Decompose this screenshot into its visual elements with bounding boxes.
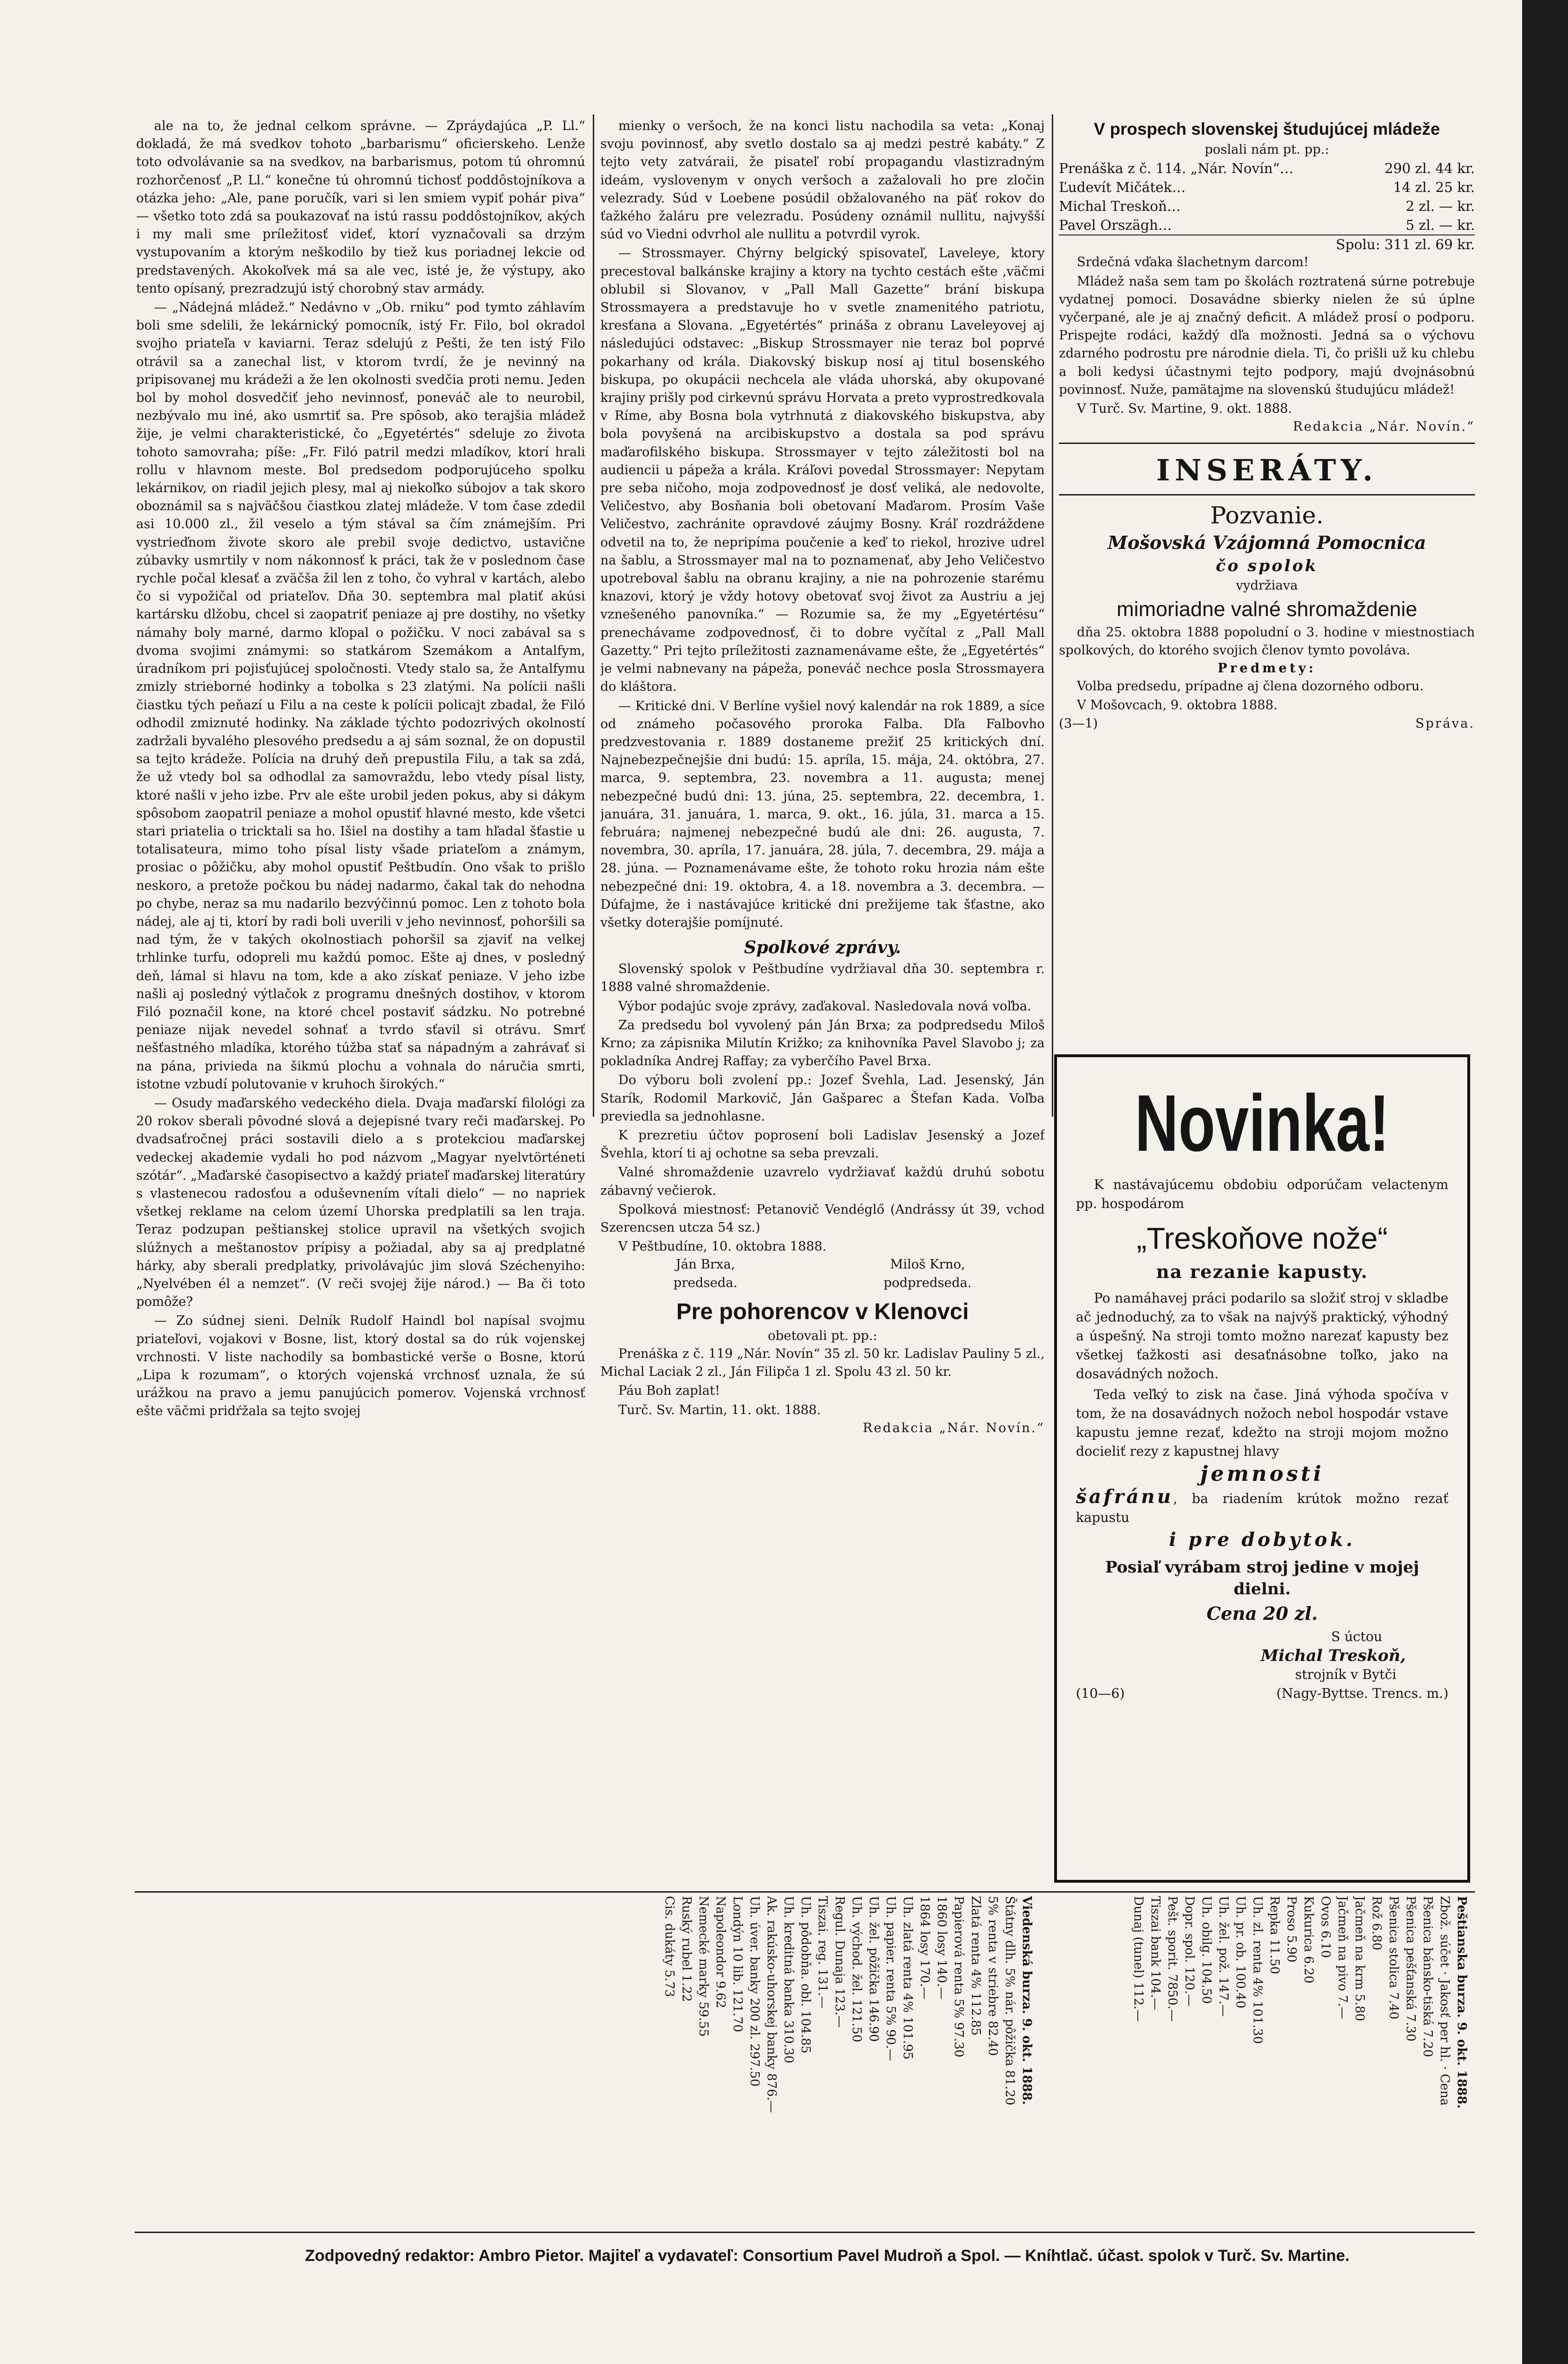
- pest-row: Tiszai bank 104.—: [1148, 1896, 1162, 2010]
- meeting-ref: (3—1): [1059, 716, 1098, 731]
- donor-amount: 290 zl. 44 kr.: [1384, 160, 1475, 177]
- column-rule: [1052, 114, 1053, 1117]
- novinka-safranu-line: [1076, 1487, 1448, 1527]
- vienna-row: Ruský rubel 1.22: [679, 1896, 693, 2002]
- novinka-ad: [1054, 1054, 1470, 1883]
- meeting-footer: [1059, 715, 1475, 733]
- donor-row: [1059, 159, 1475, 178]
- sig-right-name: Miloš Krno,: [890, 1257, 965, 1272]
- pest-head-c: Cena: [1438, 2074, 1452, 2106]
- donation-heading: V prospech slovenskej študujúcej mládeže: [1093, 119, 1440, 139]
- klenovci-sign: Redakcia „Nár. Novín.“: [863, 1420, 1045, 1435]
- divider: [1059, 443, 1475, 444]
- org-name: Mošovská Vzájomná Pomocnica: [1108, 532, 1426, 554]
- donation-appeal: Mládež naša sem tam po školách roztratená súrne potrebuje vydatnej pomoci. Dosavádne sbierky nielen že sú úplne vyčerpané, ale je aj značný deficit. A mládež prosí o podporu. Prispejte rodáci, každý dľa možnosti. Jedná sa o výchovu zdarného podrostu pre národnie diela. Ti, čo prišli už ku chlebu a boli kedysi účastnymi tejto podpory, majú dvojnásobnú povinnosť. Nuže, pamätajme na slovenskú študujúcu mládež!: [1059, 274, 1475, 397]
- vienna-row: 1860 losy 140.—: [935, 1896, 949, 1999]
- vienna-row: Štátny dlh. 5% nár. pôžička 81.20: [1003, 1896, 1017, 2105]
- klenovci-text: Prenáška z č. 119 „Nár. Novín“ 35 zl. 50 kr. Ladislav Pauliny 5 zl., Michal Laciak 2 zl., Ján Filipča 1 zl. Spolu 43 zl. 50 kr.: [600, 1347, 1045, 1380]
- club-paragraph: Výbor podajúc svoje zprávy, zaďakoval. Nasledovala nová voľba.: [618, 999, 1031, 1014]
- vienna-row: Cis. dukáty 5.73: [662, 1896, 676, 1998]
- market-pest: [1052, 1896, 1475, 2227]
- club-paragraph: K prezretiu účtov poprosení boli Ladislav Jesenský a Jozef Švehla, ktorí ti aj ochotne sa sebа prevzali.: [600, 1128, 1045, 1161]
- klenovci-heading: Pre pohorencov v Klenovci: [676, 1299, 969, 1324]
- sig-left-name: Ján Brxa,: [676, 1257, 736, 1272]
- vydrziava: vydržiava: [1236, 578, 1298, 593]
- column-rule: [593, 114, 594, 1117]
- club-paragraph: Valné shromaždenie uzavrelo vydržiavať každú druhú sobotu zábavný večierok.: [600, 1165, 1045, 1198]
- pest-row: Uh. obilg. 104.50: [1199, 1896, 1213, 2004]
- donation-place: V Turč. Sv. Martine, 9. okt. 1888.: [1077, 401, 1292, 417]
- pest-row: Pšenica stolica 7.40: [1386, 1896, 1401, 2020]
- article-osudy-diela: — Osudy maďarského vedeckého diela. Dvaja maďarskí filológi za 20 rokov sberali pôvodné slová a dejepisné tvary reči maďarskej. Po dvadsaťročnej práci sostavili dielo a s protekciou maďarskej vedeckej akademie vydali ho pod názvom „Magyar nyelvtörténeti szótár“. „Maďarské časopisectvo a každý priateľ maďarskej literatúry s vlastenecou radosťou a oduševnením vítali dielo“ — no napriek všetkej reklame na celom území Uhorska predplatili sa len traja. Teraz podzupan peštianskej stolice upravil na všetkých svojich slúžnych a meštanostov prípisy a požiadal, aby sa aj predplatné hárky, aby sberali predplatky, privolávajúc jim slová Széchenyiho: „Nyelvében él a nemzet“. (V reči svojej žije národ.) — Ba či toto pomôže?: [136, 1095, 585, 1310]
- predmety-heading: Predmety:: [1217, 661, 1317, 676]
- donor-row: [1059, 178, 1475, 197]
- club-heading: Spolkové zprávy.: [744, 938, 901, 958]
- pest-head-a: Zbož. súčet: [1438, 1896, 1452, 1968]
- scan-edge: [1522, 0, 1568, 2364]
- pest-row: Jačmeň na pivo 7.—: [1335, 1896, 1350, 2019]
- pest-row: Uh. žel. pož. 147.—: [1216, 1896, 1230, 2017]
- novinka-name: Michal Treskoň,: [1260, 1646, 1406, 1665]
- vienna-row: Uh. žel. pôžička 146.90: [866, 1896, 881, 2042]
- pest-head: Zbož. súčet · Jakosť per hl. · Cena: [1438, 1896, 1452, 2106]
- vienna-row: Uh. kreditná banka 310.30: [781, 1896, 796, 2064]
- sig-left-role: predseda.: [673, 1275, 737, 1290]
- pest-row: Dunaj (tunel) 112.—: [1131, 1896, 1145, 2022]
- sig-right-role: podpredseda.: [884, 1275, 972, 1290]
- pest-row: Repka 11.50: [1267, 1896, 1282, 1974]
- section-rule: [135, 1891, 1475, 1893]
- novinka-title: Novinka!: [1135, 1078, 1390, 1168]
- divider: [1059, 494, 1475, 495]
- donor-row: [1059, 216, 1475, 235]
- pest-row: Proso 5.90: [1284, 1896, 1299, 1963]
- pest-row: Jačmeň na krm 5.80: [1352, 1896, 1367, 2022]
- klenovci-thanks: Páu Boh zaplat!: [618, 1383, 720, 1399]
- club-paragraph: Slovenský spolok v Peštbudíne vydržiaval dňa 30. septembra r. 1888 valné shromaždenie.: [600, 962, 1045, 995]
- club-place: V Peštbudíne, 10. oktobra 1888.: [618, 1239, 827, 1254]
- vienna-row: 1864 losy 170.—: [918, 1896, 932, 1999]
- donor-name: Prenáška z č. 114. „Nár. Novín“…: [1059, 160, 1294, 177]
- novinka-jemnosti: jemnosti: [1200, 1462, 1324, 1486]
- donor-amount: 2 zl. — kr.: [1405, 198, 1475, 215]
- pest-row: Rož 6.80: [1369, 1896, 1384, 1951]
- club-paragraph: Spolková miestnosť: Petanovič Vendéglő (Andrássy út 39, vchod Szerencsen utcza 54 sz.): [600, 1202, 1045, 1235]
- article-continued: mienky o veršoch, že na konci listu nachodila sa veta: „Konaj svoju povinnosť, aby svetlo dostalo sa aj medzi pestré kabáty.“ Z tejto vety zatváraii, že pisateľ robí propagandu vlastizradným ideám, vyslovenym v onych veršoch a zažalovali ho pre zločin velezrady. Súd v Loebene posúdil obžalovaného na päť rokov do ťažkého žaláru pre velezradu. Posúdeny oznámil nullitu, najvyšší súd vo Viedni odvrhol ale nullitu a potvrdil vyrok.: [600, 119, 1045, 242]
- imprint-footer: Zodpovedný redaktor: Ambro Pietor. Majiteľ a vydavateľ: Consortium Pavel Mudroň a Spol. — Kníhtlač. účast. spolok v Turč. Sv. Martine.: [305, 2247, 1350, 2265]
- pest-row: Kukurica 6.20: [1301, 1896, 1316, 1984]
- novinka-footer: [1076, 1684, 1448, 1703]
- vienna-row: Napoleondor 9.62: [713, 1896, 728, 2008]
- club-paragraph: Do výboru boli zvolení pp.: Jozef Švehla, Lad. Jesenský, Ján Starík, Rodomil Markovič, Ján Gašparec a Štefan Kada. Voľba previedla sa jednohlasne.: [600, 1073, 1045, 1124]
- pest-row: Pšenica bánsko-tiská 7.20: [1421, 1896, 1435, 2057]
- pozvanie-heading: Pozvanie.: [1210, 502, 1324, 530]
- market-vienna: [142, 1896, 1040, 2227]
- pest-title: Peštianska burza. 9. okt. 1888.: [1455, 1896, 1469, 2109]
- donor-name: Ľudevít Mičátek…: [1059, 179, 1186, 196]
- pest-row: Dopr. spol. 120.—: [1182, 1896, 1196, 2007]
- meeting-place: V Mošovcach, 9. oktobra 1888.: [1077, 698, 1278, 713]
- vienna-row: Nemecké marky 59.55: [696, 1896, 710, 2037]
- novinka-body-2: Teda veľký to zisk na čase. Jiná výhoda spočíva v tom, že na dosavádnych nožoch nebol hospodár vstave kapustu jemne rezať, kdežto na stroji mojom možno docieliť rezy z kapustnej hlavy: [1076, 1387, 1448, 1459]
- klenovci-sub: obetovali pt. pp.:: [768, 1328, 877, 1343]
- pest-row: Pešt. sporit. 7850.—: [1165, 1896, 1179, 2022]
- vienna-row: Uh. východ. žel. 121.50: [849, 1896, 864, 2042]
- pest-rotated: [1130, 1896, 1470, 2217]
- novinka-regards: S úctou: [1331, 1629, 1382, 1644]
- column-2: [600, 117, 1045, 1881]
- article-strossmayer: — Strossmayer. Chýrny belgický spisovateľ, Laveleye, ktory precestoval balkánske krajiny a ktory na tychto cestách ešte ,väčmi oblubil si Slovanov, v „Pall Mall Gazette“ brání biskupa Strossmayera a predstavuje ho v svetle znamenitého patriotu, kresťana a Slovana. „Egyetértés“ prináša z obranu Laveleyovej aj následujúci odstavec: „Biskup Strossmayer nie teraz bol poprvé pokarhany od krála. Diakovský biskup nosí aj titul bosenského biskupa, po okupácii nechcela ale vláda uhorská, aby okupované krajiny prišly pod cirkevnú správu Horvata a preto vyprostredkovala v Ríme, aby Bosna bola vytrhnutá z diakovského biskupstva, aby bola povyšená na arcibiskupstvo a dostala sa pod správu maďarofilského biskupa. Strossmayer v tejto záležitosti bol na audiencii u pápeža a krála. Kráľovi povedal Strossmayer: Nepytam pre seba ničoho, moja zodpovednosť je dosť veliká, ale nedovolte, Veličestvo, aby Bosňania boli obetovaní Maďarom. Prosím Vaše Veličestvo, zachránite opravdové záujmy Bosny. Kráľ rozdráždene odvetil na to, že nepripíma poučenie a keď to riekol, hrozive udrel na šablu, a Strossmayer mal na to poznamenať, aby Jeho Veličestvo upotreboval šablu na obranu krajiny, a nie na pohrozenie starému knazovi, ktorý je vždy hotovy obetovať svoj život za Austriu a jej vznešeného panovníka.“ — Rozumie sa, že my „Egyetértésu“ prenechávame zodpovednosť, či to dobre vyčítal z „Pall Mall Gazetty.“ Pri tejto príležitosti zaznamenávame ešte, že „Egyetértés“ je velmi nabnevany na pápeža, poneváč nechce posla Strossmayera do kláštora.: [600, 246, 1045, 695]
- vienna-row: Ak. rakúsko-uhorskej banky 876.—: [764, 1896, 779, 2113]
- donor-name: Michal Treskoň…: [1059, 198, 1181, 215]
- klenovci-place: Turč. Sv. Martin, 11. okt. 1888.: [618, 1402, 821, 1417]
- vienna-row: Uh. papier. renta 5% 90.—: [884, 1896, 898, 2061]
- column-1: [136, 117, 585, 1881]
- column-3: [1059, 117, 1475, 1053]
- vienna-row: Uh. pôdobňa. obl. 104.85: [798, 1896, 813, 2054]
- vienna-row: Uh. zlatá renta 4% 101.95: [901, 1896, 915, 2060]
- novinka-send: Posiaľ vyrábam stroj jedine v mojej dielni.: [1105, 1558, 1420, 1599]
- vienna-title: Viedenská burza. 9. okt. 1888.: [1020, 1896, 1034, 2105]
- donation-sub: poslali nám pt. pp.:: [1204, 142, 1329, 157]
- meeting-title: mimoriadne valné shromaždenie: [1117, 597, 1417, 621]
- vienna-row: 5% renta v striebre 82.40: [986, 1896, 1000, 2056]
- donor-row: [1059, 197, 1475, 216]
- pest-head-b: Jakosť per hl.: [1438, 1979, 1452, 2062]
- section-rule: [135, 2232, 1475, 2233]
- article-officer: ale na to, že jednal celkom správne. — Zpráydajúca „P. Ll.“ dokladá, že má svedkov tohoto „barbarismu“ oficierskeho. Lenže toto odvolávanie sa na svedkov, na barbarismus, potom tú ohromnú rozhorčenosť „P. Ll.“ konečne tú ohromnú tichosť poddôstojníkova a otázka jeho: „Ale, pane poručík, vari si len smiem vypiť pohár piva“ — všetko toto zdá sa poukazovať na istú rassu poddôstojníkov, akých i my mali sme príležitosť videť, ktorí vyznačovali sa drzým vystupovaním a ktorým neškodilo by tiež kus poriadnej lekcie od predstavených. Akokoľvek má sa ale vec, isté je, že výstupy, ako tento opísaný, prezradzujú istý chorobný stav armády.: [136, 119, 585, 296]
- article-nadejna-mladez: — „Nádejná mládež.“ Nedávno v „Ob. rniku“ pod tymto záhlavím boli sme sdelili, že lekárnický pomocník, istý Fr. Filo, bol okradol svojho priateľa v kaviarni. Teraz sdelujú z Pešti, že ten istý Filo otrávil sa a zanechal list, v ktorom tvrdí, že je nevinný na pripisovanej mu krádeži a že len okolnosti svedčia proti nemu. Jeden bol by mohol dosvedčiť jeho nevinnosť, poneváč ale to neurobil, nezbývalo mu iné, ako usmrtiť sa. Pre spôsob, ako terajšia mládež žije, je velmi charakteristické, čo „Egyetértés“ sdeluje zo života tohoto samovraha; píše: „Fr. Filó patril medzi mladíkov, ktorí hrali rollu v hlavnom meste. Bol predsedom podporujúceho spolku lekárnikov, on riadil jejich plesy, mal aj niekoľko súbojov a tak skoro oboznámil sa s najväčšou čiastkou zlatej mládeže. V tom čase zdedil asi 10.000 zl., žil veselo a tým stával sa čím známejším. Pri vystrieďnom živote skoro ale prebil svoje dedictvo, ustavične zúbavky usmrtily v nom nákonnosť k práci, tak že v poslednom čase rychle počal klesať a zväčša žil len z toho, čo vyhral v kartách, alebo čo si vypožičal od priateľov. Dňa 30. septembra mal platiť akúsi kartársku dlžobu, chcel si zaopatriť peniaze aj pre dostihy, no všetky námahy boly marné, darmo kľopal o požičku. V noci zabával sa s dvoma svojimi známymi: so statkárom Szemákom a Antalfym, úradníkom pri pojisťujúcej spoločnosti. Vtedy stalo sa, že Antalfymu zmizly strieborné hodinky a tobolka s 23 zlatými. Na polícii našli čiastku tých peňazí u Filu a na ceste k polícii policajt zbadal, že Filó odhodil zmiznuté hodinky. Na základe týchto podozrivých okolností zadržali byvalého plesového predsedu a aj sám soznal, že on dopustil sa tejto krádeže. Polícia na druhý deň prepustila Filu, a tak sa zdá, že už vtedy bol sa odhodlal za samovraždu, lebo vtedy písal listy, ktoré našli v jeho izbe. Prv ale ešte urobil jeden pokus, aby si dákym spôsobom zaopatril peniaze a mohol opustiť hlavné mesto, kde všetci stari priatelia o tricktali sa ho. Išiel na dostihy a tam hľadal šťastie u totalisateura, mimo toho písal listy všade priateľom a známym, prosiac o pôžičku, aby mohol opustiť Peštbudín. Ono však to prišlo neskoro, a pretože počkou bu nádej nadarmo, čakal tak do nehodna po chybe, neraz sa mu nadarilo bezvýčinnú pomoc. Len z tohoto bola nádej, ale aj ti, ktorí by radi boli uverili v jeho nevinnosť, pohoršili sa nad tým, že v takých okolnostiach pohoršil sa zjaviť na velkej trhlinke turfu, odopreli mu každú pomoc. Ešte aj dnes, v posledný deň, lámal si hlavu na tom, kde a ako získať peniaze. V jeho izbe našli aj posledný výtlačok z programu dnešných dostihov, v ktorom Filó poznačil kone, na ktoré chcel postaviť sádzku. No potrebné peniaze nijak nevedel sohnať a tvrdo sťavil si otrávu. Smrť nešťastného mladíka, ktorého túžba stať sa nápadným a zahrávať si na pána, privieda na šikmú plochu a vohnala do náručia smrti, istotne vzbudí polutovanie v kruhoch širokých.“: [136, 300, 585, 1092]
- article-kriticke-dni: — Kritické dni. V Berlíne vyšiel nový kalendár na rok 1889, a síce od známeho počasového proroka Falba. Dľa Falbovho predzvestovania r. 1889 dostaneme prežiť 25 kritických dní. Najnebezpečnejšie dni budú: 15. apríla, 15. mája, 24. októbra, 27. marca, 9. septembra, 23. novembra a 11. augusta; menej nebezpečné budú dni: 13. júna, 25. septembra, 22. decembra, 1. januára, 31. januára, 1. marca, 9. okt., 16. júla, 31. marca a 15. februára; najmenej nebezpečné budú ale dni: 26. augusta, 7. novembra, 30. apríla, 17. januára, 28. júla, 7. decembra, 29. mája a 28. júna. — Poznamenávame ešte, že tohoto roku hrozia nám ešte nebezpečné dni: 19. oktobra, 4. a 18. novembra a 3. decembra. — Dúfajme, že i nastávajúce kritické dni prežijeme tak šťastne, ako všetky doterajšie pomíjnuté.: [600, 698, 1045, 930]
- novinka-county: (Nagy-Byttse. Trencs. m.): [1276, 1686, 1448, 1701]
- novinka-price: Cena 20 zl.: [1206, 1603, 1318, 1624]
- novinka-intro: K nastávajúcemu obdobiu odporúčam velactenym pp. hospodárom: [1076, 1177, 1448, 1211]
- vienna-row: Londýn 10 lib. 121.70: [730, 1896, 745, 2033]
- vienna-row: Regul. Dunaja 123.—: [832, 1896, 847, 2028]
- predmety-text: Volba predsedu, prípadne aj člena dozorného odboru.: [1077, 679, 1424, 694]
- vienna-row: Tiszai. reg. 131.—: [815, 1896, 830, 2008]
- novinka-product: „Treskoňove nože“: [1136, 1221, 1388, 1255]
- club-paragraph: Za predsedu bol vyvolený pán Ján Brxa; za podpredsedu Miloš Krno; za zápisnika Milutín Križko; za knihovníka Pavel Slavobo j; za pokladníka Andrej Raffay; za vyberčího Pavel Brxa.: [600, 1017, 1045, 1069]
- donation-thanks: Srdečná vďaka šlachetnym darcom!: [1077, 255, 1309, 270]
- article-sudna-sien: — Zo súdnej sieni. Delník Rudolf Haindl bol napísal svojmu priateľovi, vojakovi v Bosne, list, ktorý dostal sa do rúk vojenskej vrchnosti. V liste nachodily sa bombastické verše o Bosne, ktorú „Lipa k rozumam“, o ktorých vojenská vrchnosť uznala, že sú urážkou na pravo a jemu panujúcich pomerov. Vojenská vrchnosť ešte väčmi pridŕžala sa tejto svojej: [136, 1313, 585, 1419]
- meeting-sprava: Správa.: [1415, 716, 1475, 731]
- donor-amount: 14 zl. 25 kr.: [1393, 179, 1475, 196]
- vienna-rotated: [661, 1896, 1035, 2217]
- co-spolok: čo spolok: [1216, 556, 1318, 576]
- donor-name: Pavel Orszägh…: [1059, 217, 1172, 234]
- novinka-safranu: šafránu: [1076, 1486, 1173, 1508]
- novinka-trade: strojník v Bytči: [1295, 1667, 1396, 1682]
- inseraty-heading: INSERÁTY.: [1156, 453, 1377, 488]
- pest-row: Uh. pr. ob. 100.40: [1233, 1896, 1247, 2008]
- novinka-body-3: , ba riadením krútok možno rezať kapustu: [1076, 1491, 1448, 1525]
- vienna-row: Uh. úver. banky 200 zl. 297.50: [747, 1896, 762, 2087]
- pest-row: Ovos 6.10: [1318, 1896, 1333, 1958]
- pest-row: Pšenica pešťanská 7.30: [1403, 1896, 1418, 2042]
- novinka-ref: (10—6): [1076, 1686, 1125, 1701]
- vienna-row: Papierová renta 5% 97.30: [952, 1896, 966, 2058]
- novinka-body: [1057, 1171, 1467, 1708]
- novinka-body-1: Po namáhavej práci podarilo sa složiť stroj v skladbe ač jednoduchý, za to však na najvýš praktický, výhodný a úspešný. Na stroji tomto možno narezať kapusty bez všetkej ťažkosti asi desaťnásobne toľko, jako na dosavádných nožoch.: [1076, 1290, 1448, 1382]
- donor-amount: 5 zl. — kr.: [1405, 217, 1475, 234]
- pest-row: Uh. zl. renta 4% 101.30: [1250, 1896, 1265, 2044]
- meeting-text: dňa 25. oktobra 1888 popoludní o 3. hodine v miestnostiach spolkových, do ktorého svojich členov tymto povoláva.: [1059, 625, 1475, 658]
- novinka-dobytok: i pre dobytok.: [1169, 1529, 1356, 1551]
- club-signatures: [600, 1256, 1045, 1292]
- vienna-row: Zlatá renta 4% 112.85: [969, 1896, 983, 2036]
- donation-total: Spolu: 311 zl. 69 kr.: [1336, 236, 1475, 253]
- donation-sign: Redakcia „Nár. Novín.“: [1293, 419, 1475, 435]
- novinka-purpose: na rezanie kapusty.: [1156, 1261, 1369, 1282]
